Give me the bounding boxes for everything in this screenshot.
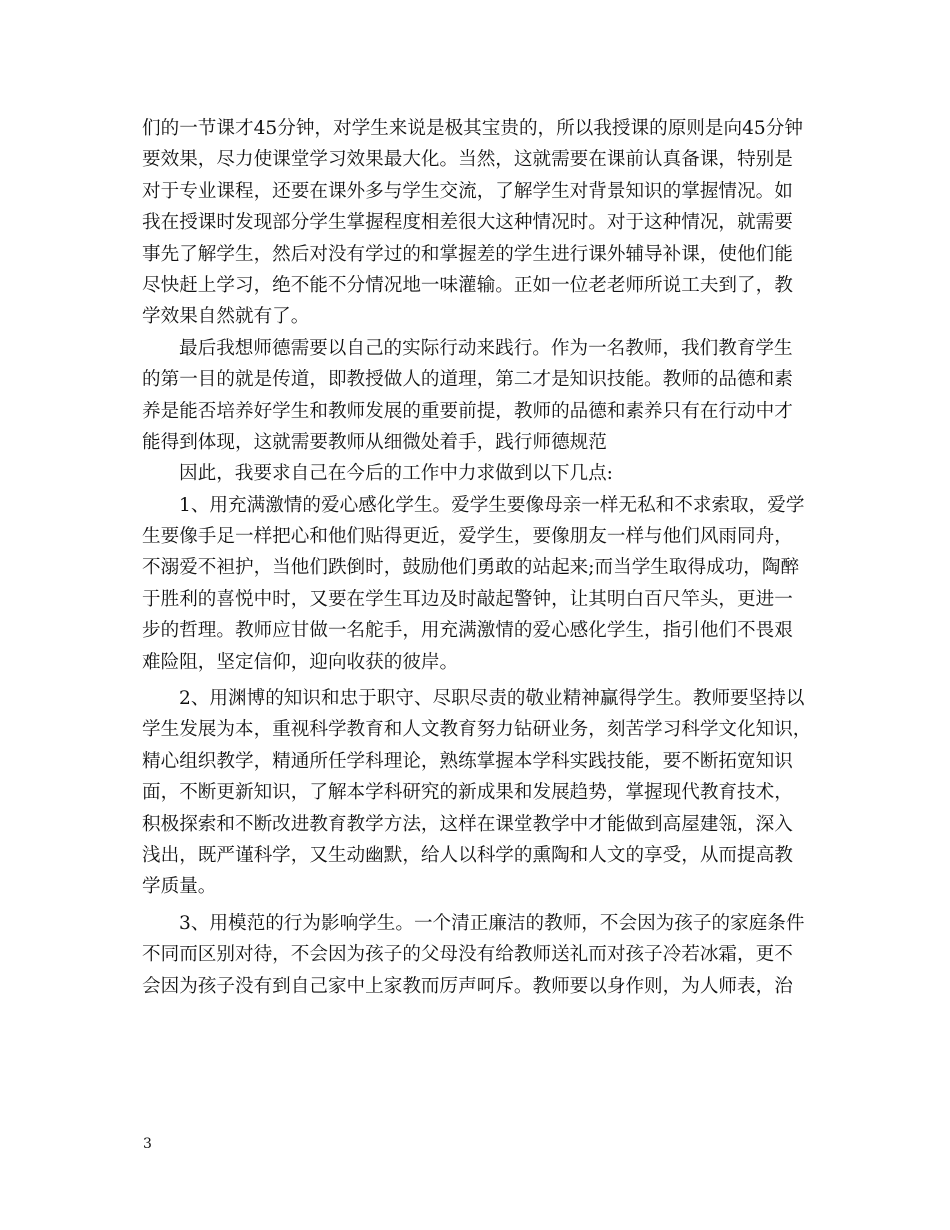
text-line: 要效果，尽力使课堂学习效果最大化。当然，这就需要在课前认真备课，特别是 [142,149,793,171]
text-line: 难险阻，坚定信仰，迎向收获的彼岸。 [142,651,459,673]
text-line: 学生发展为本，重视科学教育和人文教育努力钻研业务，刻苦学习科学文化知识， [142,719,812,741]
text-line: 尽快赶上学习，绝不能不分情况地一味灌输。正如一位老老师所说工夫到了，教 [142,274,793,296]
text-line: 2、用渊博的知识和忠于职守、尽职尽责的敬业精神赢得学生。教师要坚持以 [179,688,805,710]
page-number: 3 [143,1136,152,1152]
text-line: 不同而区别对待，不会因为孩子的父母没有给教师送礼而对孩子冷若冰霜，更不 [142,944,793,966]
text-line: 精心组织教学，精通所任学科理论，熟练掌握本学科实践技能，要不断拓宽知识 [142,750,793,772]
text-line: 能得到体现，这就需要教师从细微处着手，践行师德规范 [142,431,607,453]
text-line: 3、用模范的行为影响学生。一个清正廉洁的教师，不会因为孩子的家庭条件 [179,912,805,934]
text-line: 不溺爱不袒护，当他们跌倒时，鼓励他们勇敢的站起来;而当学生取得成功，陶醉 [142,557,800,579]
text-line: 步的哲理。教师应甘做一名舵手，用充满激情的爱心感化学生，指引他们不畏艰 [142,620,793,642]
text-line: 对于专业课程，还要在课外多与学生交流，了解学生对背景知识的掌握情况。如 [142,180,793,202]
text-line: 最后我想师德需要以自己的实际行动来践行。作为一名教师，我们教育学生 [179,337,793,359]
text-line: 我在授课时发现部分学生掌握程度相差很大这种情况时。对于这种情况，就需要 [142,212,793,234]
text-line: 学质量。 [142,876,217,898]
text-line: 因此，我要求自己在今后的工作中力求做到以下几点: [179,463,613,485]
body-text [142,113,822,1002]
text-line: 事先了解学生，然后对没有学过的和掌握差的学生进行课外辅导补课，使他们能 [142,243,793,265]
text-line: 1、用充满激情的爱心感化学生。爱学生要像母亲一样无私和不求索取，爱学 [179,494,805,516]
text-line: 学效果自然就有了。 [142,306,310,328]
text-line: 积极探索和不断改进教育教学方法，这样在课堂教学中才能做到高屋建瓴，深入 [142,813,793,835]
text-line: 养是能否培养好学生和教师发展的重要前提，教师的品德和素养只有在行动中才 [142,400,793,422]
text-line: 的第一目的就是传道，即教授做人的道理，第二才是知识技能。教师的品德和素 [142,369,793,391]
text-line: 会因为孩子没有到自己家中上家教而厉声呵斥。教师要以身作则，为人师表，治 [142,975,793,997]
text-line: 浅出，既严谨科学，又生动幽默，给人以科学的熏陶和人文的享受，从而提高教 [142,844,793,866]
text-line: 们的一节课才45分钟，对学生来说是极其宝贵的，所以我授课的原则是向45分钟 [142,118,803,139]
text-line: 生要像手足一样把心和他们贴得更近，爱学生，要像朋友一样与他们风雨同舟， [142,526,793,548]
text-line: 面，不断更新知识，了解本学科研究的新成果和发展趋势，掌握现代教育技术， [142,782,793,804]
text-line: 于胜利的喜悦中时，又要在学生耳边及时敲起警钟，让其明白百尺竿头，更进一 [142,588,793,610]
